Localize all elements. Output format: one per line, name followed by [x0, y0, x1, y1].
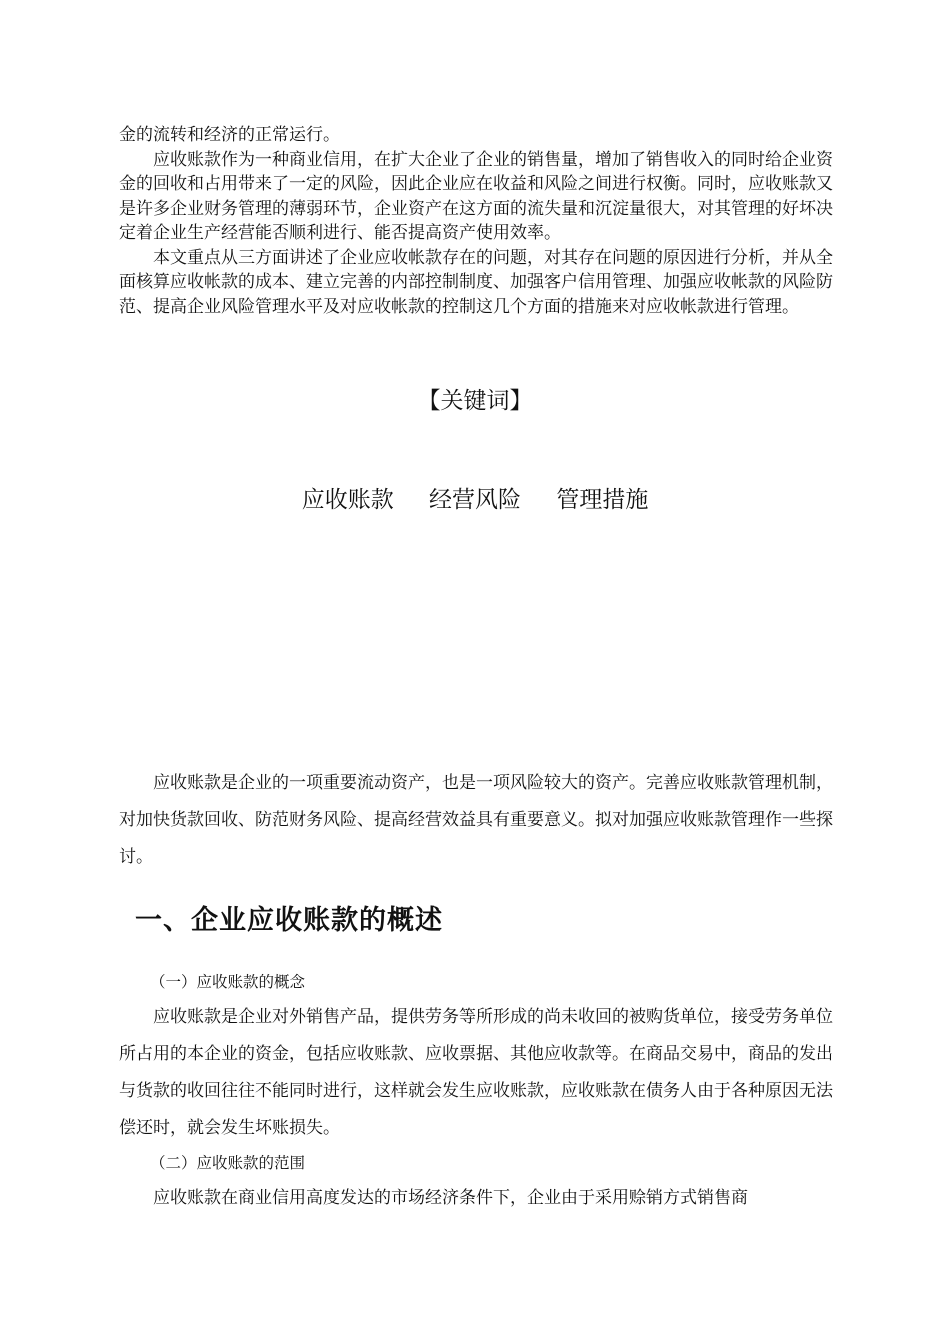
keyword-item: 经营风险	[429, 487, 521, 513]
keywords-heading: 【关键词】	[417, 388, 533, 414]
keyword-item: 应收账款	[301, 487, 394, 513]
intro-section	[119, 123, 839, 319]
body-paragraph-2: 应收账款是企业对外销售产品，提供劳务等所形成的尚未收回的被购货单位，接受劳务单位所占用的本企业的资金，包括应收账款、应收票据、其他应收款等。在商品交易中，商品的发出与货款的收回往往不能同时进行，这样就会发生应收账款，应收账款在债务人由于各种原因无法偿还时，就会发生坏账损失。	[119, 1007, 833, 1138]
body-section-content	[119, 966, 839, 1217]
keyword-item: 管理措施	[556, 487, 649, 513]
intro-paragraph-2: 本文重点从三方面讲述了企业应收帐款存在的问题，对其存在问题的原因进行分析，并从全面核算应收帐款的成本、建立完善的内部控制制度、加强客户信用管理、加强应收帐款的风险防范、提高企业风险管理水平及对应收帐款的控制这几个方面的措施来对应收帐款进行管理。	[119, 247, 833, 317]
intro-paragraph-0: 金的流转和经济的正常运行。	[119, 125, 340, 145]
section-title: 一、企业应收账款的概述	[135, 905, 443, 936]
intro-paragraph-1: 应收账款作为一种商业信用，在扩大企业了企业的销售量，增加了销售收入的同时给企业资金的回收和占用带来了一定的风险，因此企业应在收益和风险之间进行权衡。同时，应收账款又是许多企业财务管理的薄弱环节，企业资产在这方面的流失量和沉淀量很大，对其管理的好坏决定着企业生产经营能否顺利进行、能否提高资产使用效率。	[119, 149, 833, 243]
body-paragraph-3: 应收账款在商业信用高度发达的市场经济条件下，企业由于采用赊销方式销售商	[153, 1188, 748, 1208]
body-paragraph-1: 应收账款是企业的一项重要流动资产，也是一项风险较大的资产。完善应收账款管理机制，对加快货款回收、防范财务风险、提高经营效益具有重要意义。拟对加强应收账款管理作一些探讨。	[119, 773, 833, 867]
subheading-concept: （一）应收账款的概念	[150, 973, 306, 991]
subheading-scope: （二）应收账款的范围	[150, 1154, 306, 1172]
keywords-list	[0, 481, 950, 514]
body-intro	[119, 765, 839, 876]
